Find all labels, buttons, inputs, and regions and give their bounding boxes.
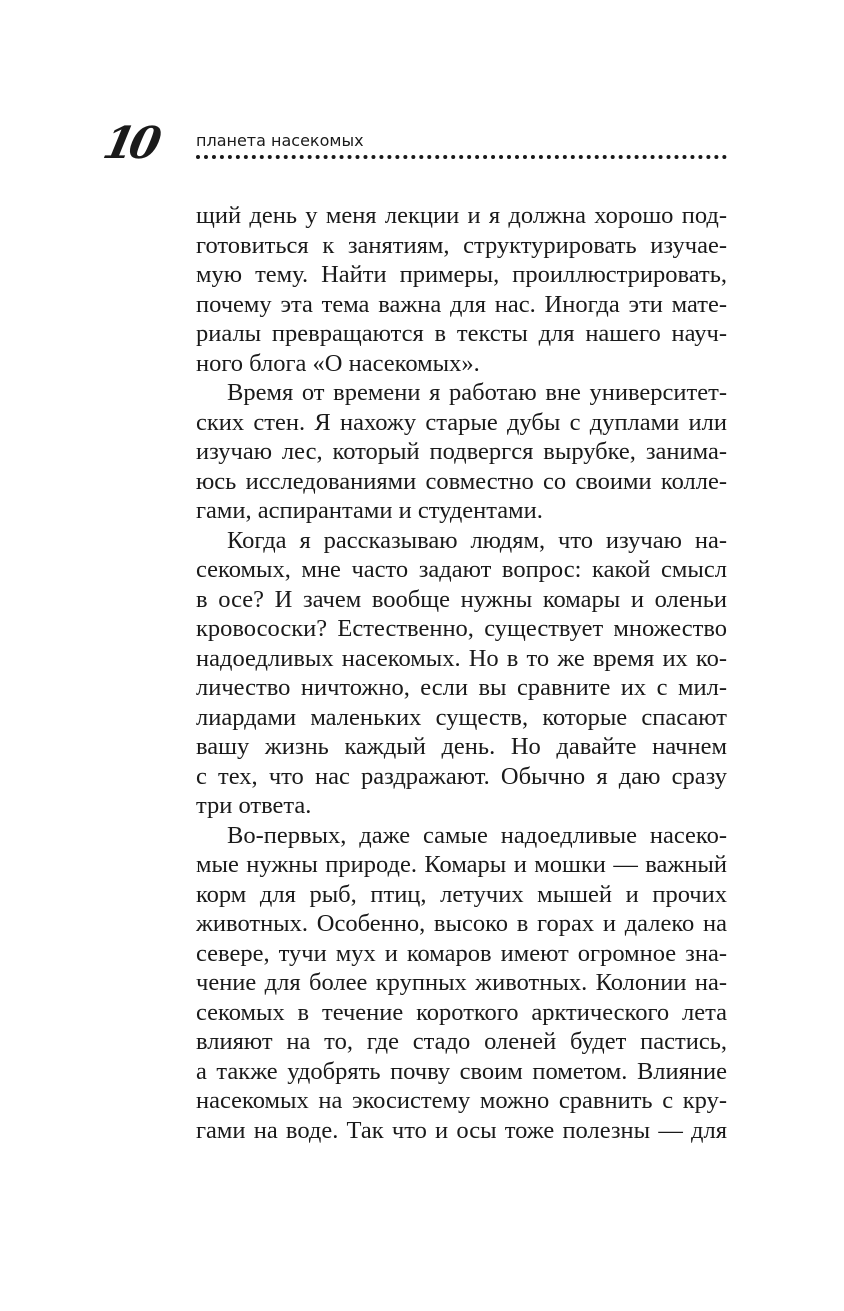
- text-line: ских стен. Я нахожу старые дубы с дуплами или: [196, 408, 727, 436]
- text-line: в осе? И зачем вообще нужны комары и оленьи: [196, 585, 727, 613]
- text-line: корм для рыб, птиц, летучих мышей и прочих: [196, 880, 727, 908]
- text-line: лиардами маленьких существ, которые спасают: [196, 703, 727, 731]
- paragraph: [196, 526, 727, 821]
- text-line: гами, аспирантами и студентами.: [196, 497, 543, 524]
- body-text: [196, 201, 727, 1145]
- text-line: Время от времени я работаю вне университет-: [227, 379, 727, 406]
- text-line: насекомых на экосистему можно сравнить с кру-: [196, 1087, 727, 1114]
- text-line: животных. Особенно, высоко в горах и далеко на: [196, 910, 727, 937]
- text-line: мые нужны природе. Комары и мошки — важный: [196, 851, 727, 878]
- text-line: мую тему. Найти примеры, проиллюстрировать,: [196, 261, 727, 288]
- text-line: почему эта тема важна для нас. Иногда эти мате-: [196, 290, 727, 318]
- text-line: готовиться к занятиям, структурировать изучае-: [196, 231, 727, 259]
- text-line: Во-первых, даже самые надоедливые насеко-: [227, 821, 727, 849]
- text-line: ного блога «О насекомых».: [196, 349, 480, 377]
- paragraph: [196, 378, 727, 526]
- text-line: с тех, что нас раздражают. Обычно я даю сразу: [196, 762, 727, 790]
- text-line: личество ничтожно, если вы сравните их с мил-: [196, 674, 727, 701]
- text-line: юсь исследованиями совместно со своими колле-: [196, 467, 727, 495]
- text-line: надоедливых насекомых. Но в то же время их ко-: [196, 644, 727, 672]
- page-number: 10: [98, 118, 161, 169]
- paragraph: [196, 201, 727, 378]
- running-title: планета насекомых: [196, 131, 364, 150]
- text-line: гами на воде. Так что и осы тоже полезны — для: [196, 1116, 727, 1144]
- text-line: а также удобрять почву своим пометом. Влияние: [196, 1057, 727, 1085]
- text-line: влияют на то, где стадо оленей будет пастись,: [196, 1028, 727, 1055]
- header-dotted-rule: [196, 155, 727, 159]
- text-line: изучаю лес, который подвергся вырубке, занима-: [196, 438, 727, 465]
- text-line: секомых, мне часто задают вопрос: какой смысл: [196, 556, 727, 583]
- text-line: щий день у меня лекции и я должна хорошо под-: [196, 202, 727, 229]
- text-line: севере, тучи мух и комаров имеют огромное зна-: [196, 939, 727, 967]
- text-line: секомых в течение короткого арктического лета: [196, 998, 727, 1026]
- text-line: кровососки? Естественно, существует множество: [196, 615, 727, 642]
- text-line: вашу жизнь каждый день. Но давайте начнем: [196, 733, 727, 760]
- text-line: три ответа.: [196, 792, 312, 819]
- text-line: Когда я рассказываю людям, что изучаю на-: [227, 526, 727, 554]
- paragraph: [196, 821, 727, 1146]
- text-line: чение для более крупных животных. Колонии на-: [196, 969, 727, 996]
- text-line: риалы превращаются в тексты для нашего науч-: [196, 320, 727, 347]
